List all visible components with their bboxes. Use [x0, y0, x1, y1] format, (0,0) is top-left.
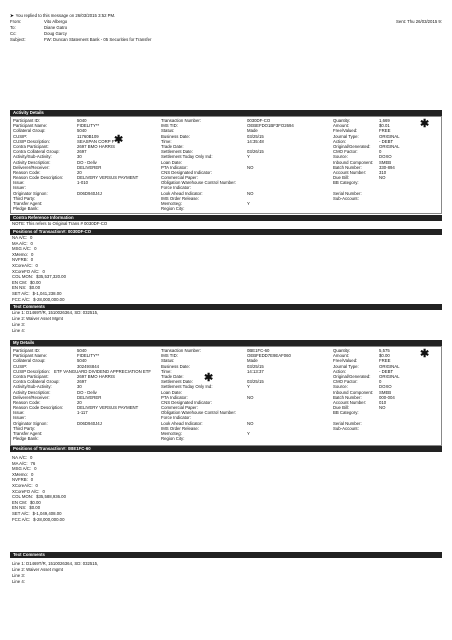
detail-value: D06D940J4J — [77, 190, 102, 196]
detail-label: Deliverer/Receiver: — [13, 164, 50, 170]
position-label: XMemo: — [12, 471, 28, 477]
detail-label: Trade Date: — [161, 143, 184, 149]
detail-value: NO — [247, 394, 254, 400]
position-label: COL MON: — [12, 494, 34, 500]
position-value: 0 — [42, 488, 45, 494]
detail-value: Y — [247, 201, 250, 206]
text-comments — [12, 311, 98, 335]
position-label: SET A/C: — [12, 510, 30, 516]
detail-label: Status: — [161, 128, 175, 134]
detail-label: PTA Indicator: — [161, 394, 188, 400]
detail-label: Loan Date: — [161, 389, 183, 395]
position-value: $0.00 — [30, 499, 41, 505]
detail-label: Quantity: — [333, 118, 351, 123]
header-field-label: From: — [10, 19, 22, 24]
detail-value: OEBEFDO1BF3FO2694 — [247, 123, 294, 129]
detail-value: Y — [247, 431, 250, 436]
detail-label: Third Party: — [13, 425, 36, 431]
position-value: 0 — [35, 262, 38, 268]
detail-value: FREE — [379, 128, 391, 134]
detail-value: Made — [247, 358, 258, 364]
detail-value: FIDELITY** — [77, 353, 100, 359]
detail-value: DELIVERER — [77, 394, 102, 400]
detail-label: Free/Valued: — [333, 358, 358, 364]
position-label: XMemo: — [12, 251, 28, 257]
detail-label: Amount: — [333, 353, 350, 359]
detail-value: 000-004 — [379, 394, 395, 400]
detail-label: Obligation Warehouse Control Number: — [161, 180, 237, 186]
detail-label: Commercial Paper: — [161, 175, 198, 181]
position-label: NA A/C: — [12, 455, 28, 460]
positions-bar-2: Positions of Transaction#: 0BE1FC-60 — [10, 446, 442, 452]
detail-label: IMS Order Release: — [161, 425, 199, 431]
header-field-label: Cc: — [10, 31, 17, 36]
detail-value: 11760B109 — [77, 133, 99, 139]
position-label: EN CM: — [12, 499, 28, 505]
detail-label: Reason Code: — [13, 169, 41, 175]
reply-icon: ➤ — [10, 13, 14, 18]
detail-label: Action: — [333, 138, 347, 144]
detail-value: 1-117 — [77, 410, 88, 416]
text-comments-bar-2: Text Comments — [10, 552, 442, 558]
detail-value: 2697 BMO HARRIS — [77, 143, 115, 149]
detail-value: 2697 BMO HARRIS — [77, 373, 115, 379]
detail-label: Look Ahead Indicator: — [161, 420, 203, 426]
detail-value: 03/25/15 — [247, 133, 264, 139]
detail-label: Sub-Account: — [333, 425, 359, 431]
position-label: XCoreFO A/C: — [12, 488, 40, 494]
position-value: $35,537,320.00 — [36, 274, 66, 280]
position-value: 76 — [30, 460, 36, 466]
detail-label: Issue: — [13, 410, 25, 416]
email-header — [10, 14, 442, 44]
position-row — [12, 298, 66, 304]
activity-details-bar: Activity Details — [10, 110, 442, 116]
my-details-bar: My Details — [10, 340, 442, 346]
position-label: NVFRB: — [12, 477, 28, 483]
detail-value: Made — [247, 128, 258, 134]
detail-value: - DEBT — [379, 368, 394, 374]
detail-value: Y — [247, 154, 250, 160]
detail-label: Look Ahead Indicator: — [161, 190, 203, 196]
position-value: 0 — [34, 246, 37, 252]
position-label: SET A/C: — [12, 290, 30, 296]
detail-label: BB Category: — [333, 180, 359, 186]
position-value: $-1,041,238.00 — [32, 290, 62, 296]
detail-label: MemoSeg: — [161, 201, 182, 206]
detail-label: Free/Valued: — [333, 128, 358, 134]
reply-notice: ➤ You replied to this message on 26/03/2015 3:52 PM. — [10, 13, 116, 18]
detail-label: Transfer Agent: — [13, 201, 43, 206]
detail-value: 30 — [77, 154, 82, 160]
position-label: XCoreA/C: — [12, 262, 33, 268]
position-label: EN CM: — [12, 279, 28, 285]
detail-value: 20 — [77, 169, 82, 175]
position-label: FCC A/C: — [12, 296, 31, 302]
detail-label: IMS TID: — [161, 123, 178, 129]
position-value: 0 — [30, 455, 33, 460]
position-row — [12, 518, 66, 524]
detail-value: 30 — [77, 384, 82, 390]
detail-label: CUSIP Description: — [13, 368, 50, 374]
detail-label: Trade Date: — [161, 373, 184, 379]
detail-label: Journal Type: — [333, 133, 359, 139]
detail-label: Region City: — [161, 206, 185, 212]
text-comments-bar: Text Comments — [10, 304, 442, 310]
detail-label: Participant Name: — [13, 123, 48, 129]
detail-value: 03/26/15 — [247, 149, 264, 155]
detail-label: Originator Signon: — [13, 190, 48, 196]
detail-value: 5040 — [77, 348, 87, 353]
detail-label: Third Party: — [13, 195, 36, 201]
detail-label: CUSIP: — [13, 363, 28, 369]
detail-label: Settlement Date: — [161, 379, 194, 385]
detail-value: 1,669 — [379, 118, 390, 123]
detail-label: Participant ID: — [13, 118, 40, 123]
detail-label: Obligation Warehouse Control Number: — [161, 410, 237, 416]
detail-label: Participant Name: — [13, 353, 48, 359]
detail-value: 0 — [379, 149, 382, 155]
detail-label: Reason Code Description: — [13, 175, 64, 181]
comment-line: Line 2: Waiver Asset mgmt — [12, 567, 63, 572]
detail-label: Original/Generated: — [333, 143, 371, 149]
position-label: FCC A/C: — [12, 516, 31, 522]
detail-label: Originator Signon: — [13, 420, 48, 426]
position-label: NVFRB: — [12, 257, 28, 263]
detail-value: $0.00 — [379, 353, 390, 359]
detail-label: Transaction Number: — [161, 348, 201, 353]
detail-label: Inbound Component: — [333, 389, 374, 395]
detail-value: $0.01 — [379, 123, 390, 129]
header-field-value: Diane Gatro — [44, 25, 68, 30]
detail-value: - DEBT — [379, 138, 394, 144]
detail-label: Activity/Sub-Activity: — [13, 154, 52, 160]
position-value: 0 — [30, 257, 34, 263]
header-field-value: Vito Albergo — [44, 19, 68, 24]
detail-value: NO — [247, 190, 254, 196]
position-label: MA A/C: — [12, 240, 28, 246]
header-field — [10, 38, 442, 44]
detail-value: SMEB — [379, 159, 392, 165]
detail-value: ORIGINAL — [379, 363, 400, 369]
text-comments-2 — [12, 562, 98, 586]
detail-label: Pledge Bank: — [13, 436, 39, 442]
detail-label: Contra Collateral Group: — [13, 379, 60, 385]
detail-label: Force Indicator: — [161, 415, 191, 421]
position-label: COL MON: — [12, 274, 34, 280]
detail-label: Status: — [161, 358, 175, 364]
positions-list — [12, 236, 66, 303]
detail-value: DO - Deliv — [77, 389, 97, 395]
detail-label: Contra Collateral Group: — [13, 149, 60, 155]
detail-value: DO - Deliv — [77, 159, 97, 165]
detail-value: 03/25/15 — [247, 363, 264, 369]
detail-label: Business Date: — [161, 363, 190, 369]
detail-value: NO — [247, 164, 254, 170]
detail-value: OEBFEDD7E9EAF060 — [247, 353, 291, 359]
detail-row — [333, 197, 441, 202]
detail-label: Source: — [333, 384, 348, 390]
header-field-value: FW: Duncan Statement Bank - 05 Securities for Transfer — [44, 37, 152, 42]
detail-value: 20 — [77, 399, 82, 405]
detail-value: DELIVERY VERSUS PAYMENT — [77, 175, 139, 181]
detail-value: 30249S844 — [77, 363, 99, 369]
detail-label: Source: — [333, 154, 348, 160]
detail-label: Inbound Component: — [333, 159, 374, 165]
detail-label: Issuer: — [13, 415, 26, 421]
detail-label: Region City: — [161, 436, 185, 442]
detail-label: Contra Participant: — [13, 143, 49, 149]
detail-value: FIDELITY** — [77, 123, 100, 129]
contra-note: NOTE: This refers to Original Trans # 0030DF-CO — [12, 221, 108, 226]
position-label: XCoreA/C: — [12, 482, 33, 488]
detail-label: Serial Number: — [333, 190, 362, 196]
position-value: $0.00 — [30, 279, 41, 285]
position-value: 0 — [31, 471, 34, 477]
activity-details-table — [10, 116, 442, 214]
sent-date: Sent: Thu 26/03/2015 9: — [395, 19, 442, 24]
detail-label: Commercial Paper: — [161, 405, 198, 411]
detail-label: Serial Number: — [333, 420, 362, 426]
detail-label: Deliverer/Receiver: — [13, 394, 50, 400]
detail-value: 330-894 — [379, 164, 395, 170]
comment-line: Line 1: D1469T/R, 1510026364, SD: 032515, — [12, 310, 99, 315]
detail-value: 5040 — [77, 128, 87, 134]
detail-label: Sub-Account: — [333, 195, 359, 201]
position-label: MSG A/C: — [12, 246, 32, 252]
comment-line: Line 3: — [12, 573, 25, 578]
detail-label: Journal Type: — [333, 363, 359, 369]
detail-value: 03/25/15 — [247, 379, 264, 385]
detail-label: CUSIP: — [13, 133, 28, 139]
detail-value: NO — [379, 175, 386, 181]
detail-label: BB Category: — [333, 410, 359, 416]
detail-value: ETF VANGUARD DIVIDEND APPRECIATION ETF — [53, 368, 151, 374]
positions-list-2 — [12, 456, 66, 523]
detail-label: Original/Generated: — [333, 373, 371, 379]
detail-value: 0030DF-CO — [247, 118, 271, 123]
position-value: $0.00 — [29, 505, 41, 511]
detail-value: 2697 — [77, 379, 87, 385]
handwritten-asterisk-2: ✱ — [204, 372, 214, 384]
detail-label: Time: — [161, 138, 172, 144]
detail-label: Activity/Sub-Activity: — [13, 384, 52, 390]
position-label: EN NS: — [12, 505, 27, 511]
detail-label: Time: — [161, 368, 172, 374]
position-value: 0 — [30, 240, 33, 246]
detail-label: Batch Number: — [333, 164, 362, 170]
detail-label: CMO Factor: — [333, 149, 358, 155]
detail-label: Amount: — [333, 123, 350, 129]
detail-label: Account Number: — [333, 169, 367, 175]
detail-label: Reason Code Description: — [13, 405, 64, 411]
position-value: 0 — [42, 268, 45, 274]
detail-label: Contra Participant: — [13, 373, 49, 379]
position-label: EN NS: — [12, 285, 27, 291]
detail-value: 310 — [379, 169, 387, 175]
detail-label: Settlement Today Only Ind: — [161, 154, 213, 160]
header-field-label: Subject: — [10, 37, 26, 42]
detail-value: 14:13:37 — [247, 368, 264, 374]
detail-label: CMO Factor: — [333, 379, 358, 385]
detail-label: Issuer: — [13, 185, 26, 191]
position-value: $-28,000,000.00 — [33, 296, 65, 302]
detail-value: SEASPAN CORP F — [77, 138, 115, 144]
comment-line: Line 1: D1469T/R, 1510026364, SD: 032515, — [12, 561, 99, 566]
detail-value: ORIGINAL — [379, 133, 400, 139]
detail-label: Due Bill: — [333, 405, 350, 411]
detail-row — [161, 207, 323, 212]
position-value: $0.00 — [29, 285, 41, 291]
detail-value: 0BE1FC-60 — [247, 348, 270, 353]
comment-line: Line 2: Waiver Asset Mgmt — [12, 316, 63, 321]
detail-label: CNS Designated Indicator: — [161, 169, 212, 175]
comment-line: Line 4: — [12, 328, 25, 333]
detail-label: IMS TID: — [161, 353, 178, 359]
detail-value: 5040 — [77, 118, 87, 123]
detail-value: ORIGINAL — [379, 143, 400, 149]
detail-label: Due Bill: — [333, 175, 350, 181]
detail-label: Force Indicator: — [161, 185, 191, 191]
detail-label: Batch Number: — [333, 394, 362, 400]
detail-value: 5040 — [77, 358, 87, 364]
detail-label: Action: — [333, 368, 347, 374]
detail-label: CNS Designated Indicator: — [161, 399, 212, 405]
positions-bar: Positions of Transaction#: 0030DF-CO — [10, 229, 442, 235]
detail-label: CUSIP Description: — [13, 138, 50, 144]
detail-row — [161, 437, 323, 442]
position-label: MA A/C: — [12, 460, 28, 466]
detail-label: Transaction Number: — [161, 118, 201, 123]
detail-label: Collateral Group: — [13, 358, 46, 364]
position-value: $35,588,936.00 — [36, 494, 66, 500]
detail-label: Reason Code: — [13, 399, 41, 405]
my-details-table — [10, 346, 442, 446]
detail-value: 5,575 — [379, 348, 390, 353]
detail-label: Issue: — [13, 180, 25, 186]
detail-label: Activity Description: — [13, 389, 51, 395]
detail-label: Pledge Bank: — [13, 206, 39, 212]
detail-value: D06D940J4J — [77, 420, 102, 426]
detail-label: Participant ID: — [13, 348, 40, 353]
detail-row — [333, 427, 441, 432]
position-value: 0 — [30, 477, 34, 483]
detail-value: 2697 — [77, 149, 87, 155]
detail-label: Transfer Agent: — [13, 431, 43, 436]
position-label: MSG A/C: — [12, 466, 32, 472]
detail-value: FREE — [379, 358, 391, 364]
detail-label: Business Date: — [161, 133, 190, 139]
detail-label: Activity Description: — [13, 159, 51, 165]
detail-value: DOXO — [379, 154, 392, 160]
position-value: $-28,000,000.00 — [33, 516, 65, 522]
handwritten-mark: ✱ — [420, 118, 430, 130]
detail-value: 14:35:48 — [247, 138, 264, 144]
handwritten-mark-2: ✱ — [420, 348, 430, 360]
detail-value: NO — [247, 420, 254, 426]
comment-line: Line 3: — [12, 322, 25, 327]
detail-label: PTA Indicator: — [161, 164, 188, 170]
detail-value: NO — [379, 405, 386, 411]
detail-value: DELIVERY VERSUS PAYMENT — [77, 405, 139, 411]
position-label: XCoreFO A/C: — [12, 268, 40, 274]
detail-label: Quantity: — [333, 348, 351, 353]
detail-value: ORIGINAL — [379, 373, 400, 379]
detail-row — [13, 437, 151, 442]
position-value: $-1,049,408.00 — [32, 510, 62, 516]
header-field-value: Doug Garcy — [44, 31, 67, 36]
detail-value: Y — [247, 384, 250, 390]
detail-label: Settlement Today Only Ind: — [161, 384, 213, 390]
detail-value: DOXO — [379, 384, 392, 390]
detail-label: Settlement Date: — [161, 149, 194, 155]
detail-value: 1-010 — [77, 180, 88, 186]
position-value: 0 — [31, 251, 34, 257]
detail-row — [13, 207, 151, 212]
header-field-label: To: — [10, 25, 16, 30]
detail-value: 010 — [379, 399, 387, 405]
position-value: 0 — [35, 482, 38, 488]
detail-label: Account Number: — [333, 399, 367, 405]
contra-reference-bar: Contra Reference Information — [10, 215, 442, 221]
handwritten-asterisk: ✱ — [114, 134, 124, 146]
detail-value: DELIVERER — [77, 164, 102, 170]
detail-label: Loan Date: — [161, 159, 183, 165]
detail-label: IMS Order Release: — [161, 195, 199, 201]
detail-label: Collateral Group: — [13, 128, 46, 134]
detail-value: 0 — [379, 379, 382, 385]
detail-label: MemoSeg: — [161, 431, 182, 436]
position-label: NA A/C: — [12, 235, 28, 240]
comment-line: Line 4: — [12, 579, 25, 584]
detail-value: SMEB — [379, 389, 392, 395]
position-value: 0 — [30, 235, 33, 240]
position-value: 0 — [34, 466, 37, 472]
